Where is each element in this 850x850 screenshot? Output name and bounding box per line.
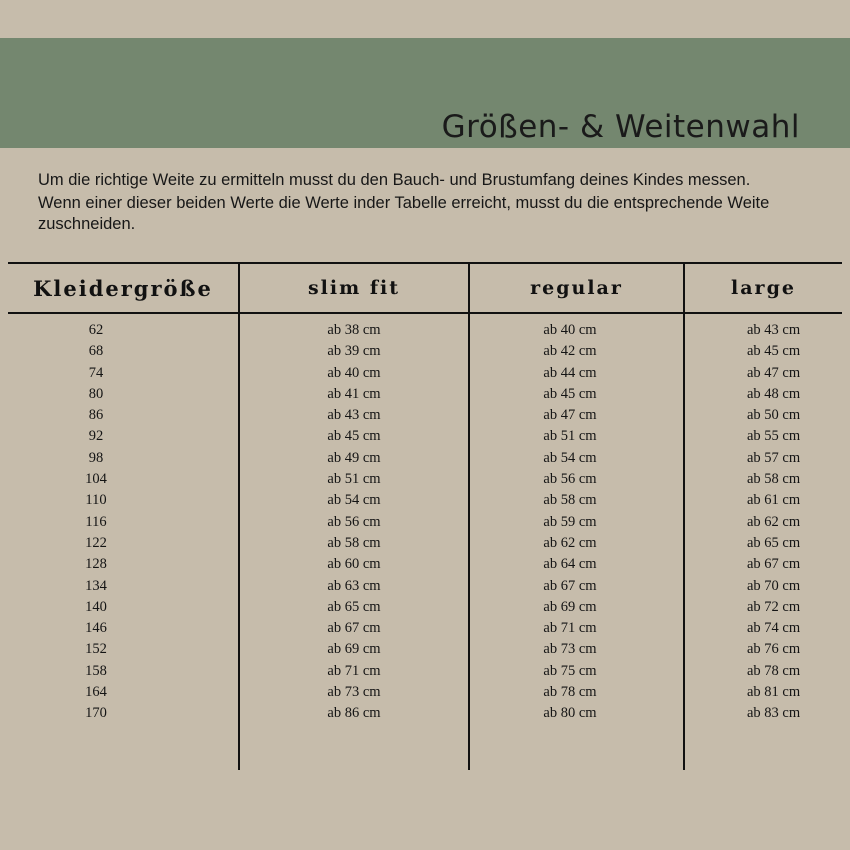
column-header-kleidergroesse: Kleidergröße xyxy=(33,275,213,301)
table-cell: ab 83 cm xyxy=(747,705,801,722)
table-cell: ab 40 cm xyxy=(543,322,597,338)
table-cell: ab 60 cm xyxy=(327,556,381,573)
table-cell: ab 63 cm xyxy=(327,577,381,594)
table-body xyxy=(0,320,850,725)
table-cell: ab 62 cm xyxy=(747,513,801,530)
table-cell: ab 48 cm xyxy=(747,385,801,402)
table-cell: 158 xyxy=(85,662,107,679)
table-row xyxy=(0,661,850,682)
table-cell: ab 71 cm xyxy=(543,620,597,637)
table-cell: 116 xyxy=(85,513,107,530)
table-row xyxy=(0,490,850,511)
table-cell: 68 xyxy=(88,343,104,360)
table-row xyxy=(0,384,850,405)
table-row xyxy=(0,341,850,362)
table-cell: ab 80 cm xyxy=(543,705,597,722)
table-cell: ab 73 cm xyxy=(543,641,597,658)
table-row xyxy=(0,405,850,426)
table-cell: ab 45 cm xyxy=(543,385,597,402)
table-row xyxy=(0,363,850,384)
table-cell: 134 xyxy=(85,577,107,594)
table-row xyxy=(0,448,850,469)
column-header-slim-fit: slim fit xyxy=(307,277,401,299)
page-title: Größen- & Weitenwahl xyxy=(441,109,800,145)
table-cell: ab 70 cm xyxy=(747,577,801,594)
table-cell: ab 55 cm xyxy=(747,428,801,445)
table-cell: ab 54 cm xyxy=(327,492,381,509)
table-row xyxy=(0,597,850,618)
table-cell: ab 42 cm xyxy=(543,343,597,360)
table-row xyxy=(0,682,850,703)
column-header-regular: regular xyxy=(530,277,623,299)
table-cell: ab 40 cm xyxy=(327,364,381,381)
table-cell: 80 xyxy=(88,385,104,402)
table-cell: ab 43 cm xyxy=(327,407,381,424)
table-row xyxy=(0,639,850,660)
table-cell: ab 62 cm xyxy=(543,534,597,551)
table-cell: ab 57 cm xyxy=(747,449,801,466)
table-cell: ab 74 cm xyxy=(747,620,801,637)
table-cell: ab 61 cm xyxy=(747,492,801,509)
table-top-rule xyxy=(8,262,842,264)
table-cell: ab 54 cm xyxy=(543,449,597,466)
size-table xyxy=(0,262,850,782)
table-cell: ab 47 cm xyxy=(747,364,801,381)
table-cell: ab 45 cm xyxy=(327,428,381,445)
table-cell: ab 67 cm xyxy=(747,556,801,573)
table-header-rule xyxy=(8,312,842,314)
table-cell: 74 xyxy=(88,364,104,381)
table-cell: 164 xyxy=(85,684,107,701)
table-cell: ab 67 cm xyxy=(327,620,381,637)
table-cell: ab 69 cm xyxy=(543,598,597,615)
table-cell: ab 56 cm xyxy=(327,513,381,530)
column-header-large: large xyxy=(731,277,796,299)
table-cell: ab 59 cm xyxy=(543,513,597,530)
table-cell: ab 41 cm xyxy=(327,385,381,402)
intro-text xyxy=(38,170,828,235)
table-cell: ab 45 cm xyxy=(747,343,801,360)
table-cell: ab 49 cm xyxy=(327,449,381,466)
table-row xyxy=(0,576,850,597)
table-cell: ab 38 cm xyxy=(327,322,381,338)
table-row xyxy=(0,618,850,639)
table-row xyxy=(0,533,850,554)
table-row xyxy=(0,426,850,447)
table-cell: ab 78 cm xyxy=(747,662,801,679)
table-cell: 62 xyxy=(88,322,104,338)
table-cell: ab 43 cm xyxy=(747,322,801,338)
table-cell: ab 51 cm xyxy=(327,471,381,488)
table-row xyxy=(0,703,850,724)
table-cell: ab 72 cm xyxy=(747,598,801,615)
table-cell: 98 xyxy=(88,449,104,466)
table-cell: 140 xyxy=(85,598,107,615)
table-cell: 92 xyxy=(88,428,104,445)
table-cell: ab 76 cm xyxy=(747,641,801,658)
table-row xyxy=(0,554,850,575)
table-cell: ab 51 cm xyxy=(543,428,597,445)
table-cell: ab 64 cm xyxy=(543,556,597,573)
table-row xyxy=(0,320,850,341)
table-cell: ab 58 cm xyxy=(543,492,597,509)
table-cell: ab 65 cm xyxy=(747,534,801,551)
table-row xyxy=(0,469,850,490)
table-cell: ab 78 cm xyxy=(543,684,597,701)
table-cell: ab 65 cm xyxy=(327,598,381,615)
table-cell: ab 58 cm xyxy=(327,534,381,551)
table-cell: 122 xyxy=(85,534,107,551)
table-row xyxy=(0,512,850,533)
table-cell: 86 xyxy=(88,407,104,424)
table-cell: ab 56 cm xyxy=(543,471,597,488)
header-band xyxy=(0,38,850,148)
table-cell: ab 69 cm xyxy=(327,641,381,658)
table-cell: ab 73 cm xyxy=(327,684,381,701)
table-cell: ab 39 cm xyxy=(327,343,381,360)
table-cell: ab 86 cm xyxy=(327,705,381,722)
table-cell: 128 xyxy=(85,556,107,573)
intro-line-1: Um die richtige Weite zu ermitteln musst du den Bauch- und Brustumfang deines Kindes messen. xyxy=(38,171,751,189)
table-cell: ab 58 cm xyxy=(747,471,801,488)
table-cell: 104 xyxy=(85,471,107,488)
table-cell: 146 xyxy=(85,620,107,637)
table-cell: ab 67 cm xyxy=(543,577,597,594)
table-cell: ab 50 cm xyxy=(747,407,801,424)
table-cell: 152 xyxy=(85,641,107,658)
table-cell: ab 81 cm xyxy=(747,684,801,701)
table-cell: ab 75 cm xyxy=(543,662,597,679)
table-cell: ab 44 cm xyxy=(543,364,597,381)
intro-line-2: Wenn einer dieser beiden Werte die Werte inder Tabelle erreicht, musst du die entsprechende Weite zuschneiden. xyxy=(38,194,770,234)
table-cell: ab 47 cm xyxy=(543,407,597,424)
table-cell: 110 xyxy=(85,492,107,509)
table-cell: ab 71 cm xyxy=(327,662,381,679)
table-cell: 170 xyxy=(85,705,107,722)
